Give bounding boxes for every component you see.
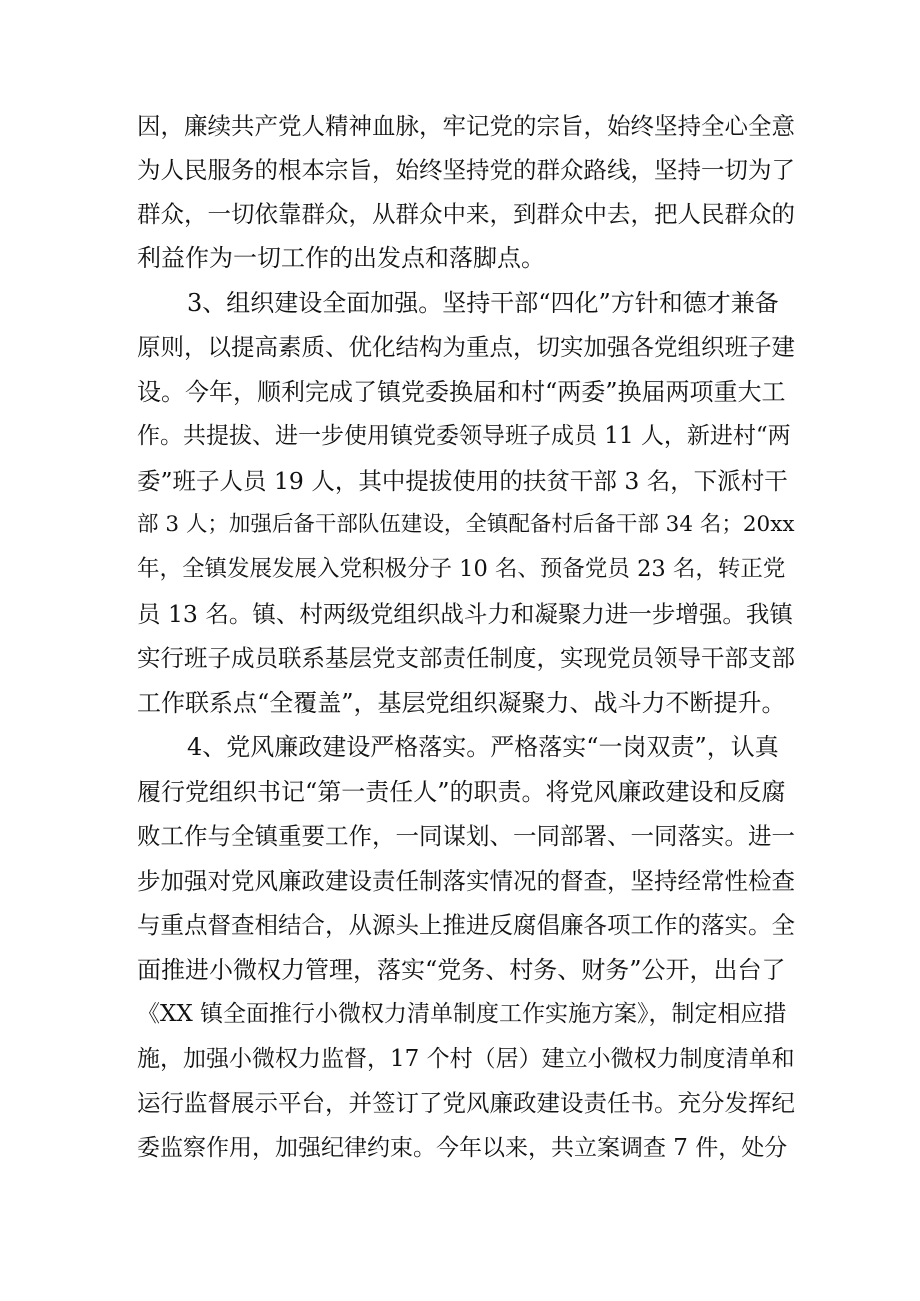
- text-line-12: 员 13 名。镇、村两级党组织战斗力和凝聚力进一步增强。我镇: [137, 600, 793, 628]
- text-line-19: 与重点督查相结合，从源头上推进反腐倡廉各项工作的落实。全: [137, 911, 795, 939]
- paragraph-3-first-line: 3、组织建设全面加强。坚持干部“四化”方针和德才兼备: [187, 289, 779, 317]
- text-line-23: 运行监督展示平台，并签订了党风廉政建设责任书。充分发挥纪: [137, 1089, 795, 1117]
- text-line-2: 为人民服务的根本宗旨，始终坚持党的群众路线，坚持一切为了: [137, 156, 795, 184]
- text-line-3: 群众，一切依靠群众，从群众中来，到群众中去，把人民群众的: [137, 200, 795, 228]
- text-line-18: 步加强对党风廉政建设责任制落实情况的督查，坚持经常性检查: [137, 867, 795, 895]
- text-line-24: 委监察作用，加强纪律约束。今年以来，共立案调查 7 件，处分: [137, 1135, 788, 1161]
- text-line-21: 《XX 镇全面推行小微权力清单制度工作实施方案》，制定相应措: [137, 1001, 787, 1027]
- text-line-1: 因，廉续共产党人精神血脉，牢记党的宗旨，始终坚持全心全意: [137, 112, 795, 140]
- paragraph-4-first-line: 4、党风廉政建设严格落实。严格落实“一岗双责”，认真: [187, 733, 779, 761]
- text-line-4: 利益作为一切工作的出发点和落脚点。: [137, 244, 545, 272]
- text-line-10: 部 3 人；加强后备干部队伍建设，全镇配备村后备干部 34 名；20xx: [137, 512, 795, 537]
- text-line-6: 原则，以提高素质、优化结构为重点，切实加强各党组织班子建: [137, 333, 795, 361]
- text-line-13: 实行班子成员联系基层党支部责任制度，实现党员领导干部支部: [137, 644, 795, 672]
- text-line-22: 施，加强小微权力监督，17 个村（居）建立小微权力制度清单和: [137, 1046, 795, 1072]
- text-line-14: 工作联系点“全覆盖”，基层党组织凝聚力、战斗力不断提升。: [137, 689, 786, 717]
- text-line-16: 履行党组织书记“第一责任人”的职责。将党风廉政建设和反腐: [137, 778, 786, 806]
- text-line-17: 败工作与全镇重要工作，一同谋划、一同部署、一同落实。进一: [137, 822, 795, 850]
- text-line-7: 设。今年，顺利完成了镇党委换届和村“两委”换届两项重大工: [137, 378, 786, 406]
- text-line-20: 面推进小微权力管理，落实“党务、村务、财务”公开，出台了: [137, 956, 786, 984]
- text-line-9: 委”班子人员 19 人，其中提拔使用的扶贫干部 3 名，下派村干: [137, 467, 788, 495]
- text-line-8: 作。共提拔、进一步使用镇党委领导班子成员 11 人，新进村“两: [137, 423, 791, 449]
- text-line-11: 年，全镇发展发展入党积极分子 10 名、预备党员 23 名，转正党: [137, 556, 786, 582]
